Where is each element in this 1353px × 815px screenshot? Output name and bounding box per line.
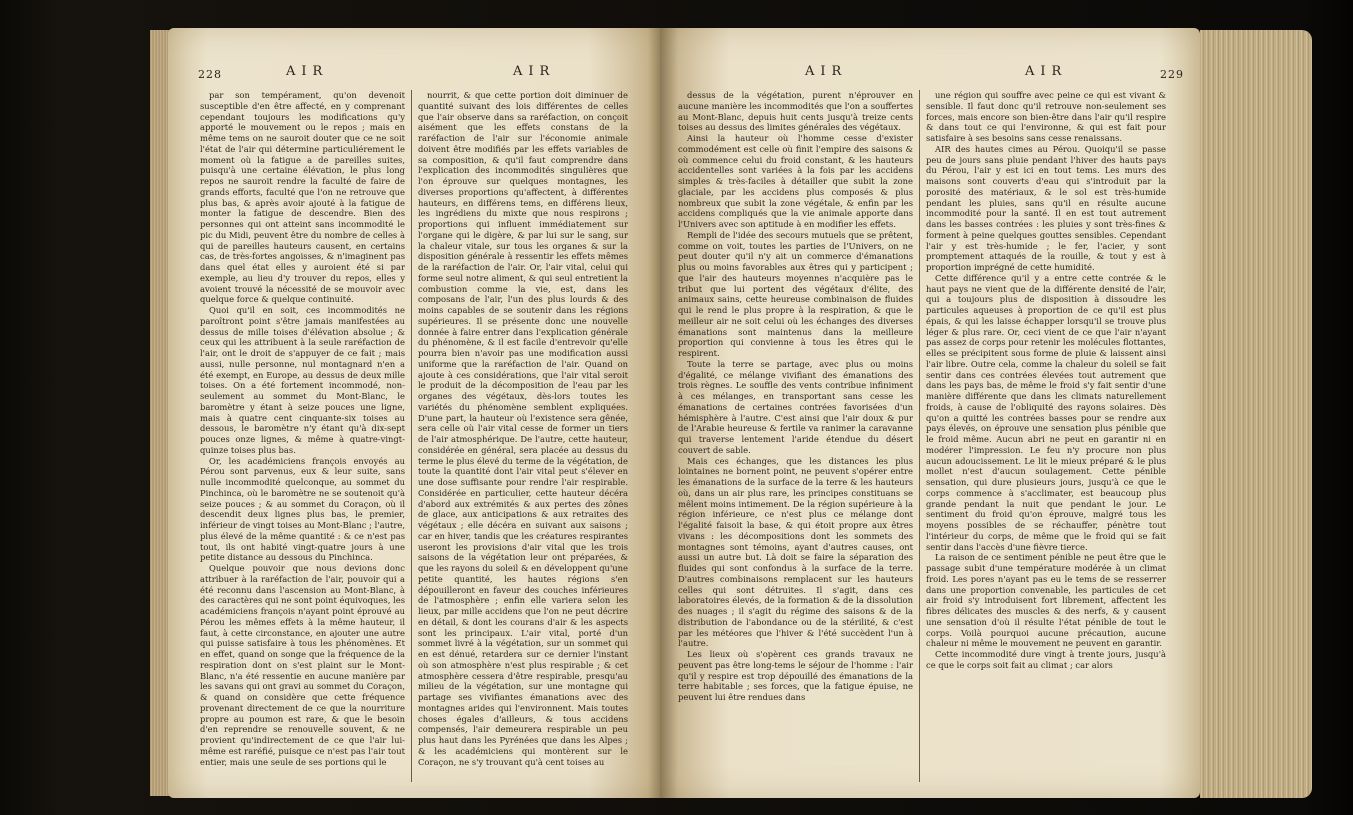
paragraph: Les lieux où s'opèrent ces grands travaux ne peuvent pas être long-tems le séjour de l'homme : l'air qu'il y respire est trop dépouillé des émanations de la terre habitable ; ses forces, que la fatigue épuise, ne peuvent lui être rendues dans xyxy=(678,649,913,702)
paragraph: Or, les académiciens françois envoyés au Pérou sont parvenus, eux & leur suite, sans nulle incommodité quelconque, au sommet du Pinchinca, où le baromètre ne se soutenoit qu'à seize pouces ; & au sommet du Coraçon, où il descendit deux lignes plus bas, le premier, inférieur de vingt toises au Mont-Blanc ; l'autre, plus élevé de la même quantité : & ce n'est pas tout, ils ont habité vingt-quatre jours à une petite distance au dessous du Pinchinca. xyxy=(200,455,405,563)
text-column-right xyxy=(926,90,1166,790)
paragraph: AIR des hautes cimes au Pérou. Quoiqu'il se passe peu de jours sans pluie pendant l'hiver des hauts pays du Pérou, l'air y est ici en tout tems. Les murs des maisons sont couverts d'eau qui s'introduit par la porosité des matériaux, & le sol est très-humide pendant les pluies, sans qu'il en résulte aucune incommodité pour la santé. Il en est tout autrement dans les basses contrées : les pluies y sont très-fines & forment à peine quelques gouttes sensibles. Cependant l'air y est très-humide ; le fer, l'acier, y sont promptement attaqués de la rouille, & tout y est à proportion imprégné de cette humidité. xyxy=(926,143,1166,272)
paragraph: Cette incommodité dure vingt à trente jours, jusqu'à ce que le corps soit fait au climat ; car alors xyxy=(926,649,1166,670)
paragraph: par son tempérament, qu'on devenoit susceptible d'en être affecté, en y comprenant cependant toujours les modifications qu'y apporté le mouvement ou le repos ; mais en même tems on ne sauroit douter que ce ne soit l'état de l'air qui détermine particuliérement le moment où la fatigue a de pareilles suites, puisqu'à une certaine élévation, le plus long repos ne sauroit rendre la faculté de faire de grands efforts, faculté que l'on ne retrouve que plus bas, & après avoir ajouté à la fatigue de monter la fatigue de descendre. Bien des personnes qui ont atteint sans incommodité le pic du Midi, peuvent être du nombre de celles à qui de pareilles hauteurs causent, en certains cas, de très-fortes angoisses, & n'imaginent pas dans quel état elles y auroient été si par exemple, au lieu d'y trouver du repos, elles y avoient trouvé la nécessité de se mouvoir avec quelque force & quelque continuité. xyxy=(200,90,405,305)
paragraph: nourrit, & que cette portion doit diminuer de quantité suivant des lois différentes de celles que l'air observe dans sa raréfaction, on conçoit aisément que les effets constans de la raréfaction de l'air sur l'économie animale doivent être modifiés par les effets variables de sa composition, & qu'il faut comprendre dans l'explication des incommodités singulières que l'on éprouve sur quelques montagnes, les diverses proportions qu'affectent, à différentes hauteurs, en différens tems, en différens lieux, les ingrédiens du mixte que nous respirons ; proportions qui influent immédiatement sur l'organe qui le digère, & par lui sur le sang, sur la chaleur vitale, sur tous les organes & sur la disposition générale à ressentir les effets mêmes de la raréfaction de l'air. Or, l'air vital, celui qui forme seul notre aliment, & qui seul entretient la combustion comme la vie, est, dans les composans de l'air, l'un des plus lourds & des moins capables de se soutenir dans les régions supérieures. Il se présente donc une nouvelle donnée à faire entrer dans l'explication générale du phénomène, & il est facile d'entrevoir qu'elle pourra bien n'avoir pas une modification aussi uniforme que la raréfaction de l'air. Quand on ajoute à ces considérations, que l'air vital seroit le produit de la décomposition de l'eau par les organes des végétaux, dès-lors toutes les variétés du phénomène semblent expliquées. D'une part, la hauteur où l'existence sera gênée, sera celle où l'air vital cesse de former un tiers de l'air atmosphérique. De l'autre, cette hauteur, considérée en général, sera placée au dessus du terme le plus élevé du terme de la végétation, de toute la quantité dont l'air vital peut s'élever en une dose suffisante pour rendre l'air respirable. Considérée en particulier, cette hauteur décéra d'abord aux extrémités & aux pertes des zônes de glace, aux anticipations & aux retraites des végétaux ; elle décéra en suivant aux saisons ; car en hiver, tandis que les créatures respirantes useront les provisions d'air vital que les trois saisons de la végétation leur ont préparées, & que les rayons du soleil & en développent qu'une petite quantité, les hautes régions s'en dépouilleront en faveur des couches inférieures de l'atmosphère ; enfin elle variera selon les lieux, par mille accidens que l'on ne peut décrire en détail, & dont les courans d'air & les aspects sont les principaux. L'air vital, porté d'un sommet livré à la végétation, sur un sommet qui en est dénué, retardera sur ce dernier l'instant où son atmosphère n'est plus respirable ; & cet atmosphère cessera d'être respirable, presqu'au milieu de la végétation, sur une montagne qui partage ses vivifiantes émanations avec des montagnes arides qui l'environnent. Mais toutes choses égales d'ailleurs, & tous accidens compensés, l'air demeurera respirable un peu plus haut dans les Pyrénées que dans les Alpes ; & les académiciens qui montèrent sur le Coraçon, ne s'y trouvant qu'à cent toises au xyxy=(418,90,628,767)
left-page-edges xyxy=(150,30,170,796)
paragraph: Toute la terre se partage, avec plus ou moins d'égalité, ce mélange vivifiant des émanations des trois règnes. Le souffle des vents contribue infiniment à ces mélanges, en transportant sans cesse les émanations de certaines contrées favorisées d'un hémisphère à l'autre. C'est ainsi que l'air doux & pur de l'Arabie heureuse & fertile va ranimer la caravanne qui traverse lentement l'aride étendue du désert couvert de sable. xyxy=(678,358,913,455)
column-divider xyxy=(411,90,412,782)
text-column-right xyxy=(418,90,628,790)
right-page xyxy=(660,28,1200,798)
page-number: 229 xyxy=(1160,68,1184,81)
page-number: 228 xyxy=(198,68,222,81)
text-column-left xyxy=(200,90,405,790)
paragraph: Mais ces échanges, que les distances les plus lointaines ne bornent point, ne peuvent s'opérer entre les émanations de la surface de la terre & les hauteurs où, dans un air plus rare, les principes constituans se mêlent moins intimement. De la région supérieure à la région inférieure, ce n'est plus ce mélange dont l'égalité faisoit la base, & qui étoit propre aux êtres vivans : les décompositions dont les sommets des montagnes sont témoins, ayant d'autres causes, ont aussi un autre but. Là doit se faire la séparation des fluides qui sont confondus à la surface de la terre. D'autres combinaisons remplacent sur les hauteurs celles qui sont détruites. Il s'agit, dans ces laboratoires élevés, de la formation & de la dissolution des nuages ; il s'agit du régime des saisons & de la distribution de l'abondance ou de la stérilité, & c'est par les météores que l'hiver & l'été succèdent l'un à l'autre. xyxy=(678,455,913,649)
paragraph: une région qui souffre avec peine ce qui est vivant & sensible. Il faut donc qu'il retrouve non-seulement ses forces, mais encore son bien-être dans l'air qu'il respire & dans tout ce qui l'environne, & qui est fait pour satisfaire à ses besoins sans cesse renaissans. xyxy=(926,90,1166,143)
paragraph: Rempli de l'idée des secours mutuels que se prêtent, comme on voit, toutes les parties de l'Univers, on ne peut douter qu'il n'y ait un commerce d'émanations plus ou moins favorables aux êtres qui y participent ; que l'air des hauteurs moyennes n'acquière pas le tribut que lui portent des végétaux d'élite, des animaux sains, cette heureuse combinaison de fluides qui le rend le plus propre à la respiration, & que le meilleur air ne soit celui où les échanges des diverses émanations sont maintenus dans la meilleure proportion qui convienne à tous les êtres qui le respirent. xyxy=(678,229,913,358)
left-page xyxy=(168,28,660,798)
running-head: AIR xyxy=(805,64,848,79)
paragraph: Cette différence qu'il y a entre cette contrée & le haut pays ne vient que de la différente densité de l'air, qui a toujours plus de disposition à dissoudre les particules aqueuses à proportion de ce qu'il est plus épais, & qui les laisse échapper lorsqu'il se trouve plus léger & plus rare. Or, ceci vient de ce que l'air n'ayant pas assez de corps pour retenir les molécules flottantes, elles se précipitent sous forme de pluie & laissent ainsi l'air libre. Outre cela, comme la chaleur du soleil se fait sentir dans ces contrées élevées tout autrement que dans les pays bas, de même le froid s'y fait sentir d'une manière différente que dans les climats naturellement froids, à cause de l'obliquité des rayons solaires. Dès qu'on a quitté les contrées basses pour se rendre aux pays élevés, on éprouve une sensation plus pénible que le froid même. Aucun abri ne peut en garantir ni en modérer l'impression. Le feu n'y procure non plus aucun adoucissement. Le lit le mieux préparé & le plus mollet n'est d'aucun soulagement. Cette pénible sensation, qui dure plusieurs jours, jusqu'à ce que le corps commence à s'acclimater, est beaucoup plus grande pendant la nuit que pendant le jour. Le sentiment du froid qu'on éprouve, malgré tous les moyens possibles de se réchauffer, pénètre tout l'intérieur du corps, de même que le froid qui se fait sentir dans l'accès d'une fièvre tierce. xyxy=(926,272,1166,552)
column-divider xyxy=(919,90,920,782)
running-head: AIR xyxy=(513,64,556,79)
right-page-edges xyxy=(1200,30,1312,798)
running-head: AIR xyxy=(1025,64,1068,79)
paragraph: Quelque pouvoir que nous devions donc attribuer à la raréfaction de l'air, pouvoir qui a été reconnu dans l'ascension au Mont-Blanc, à des caractères qui ne sont point équivoques, les académiciens françois n'ayant point éprouvé au Pérou les mêmes effets à la même hauteur, il faut, à cette circonstance, en ajouter une autre qui puisse satisfaire à tous les phénomènes. Et en effet, quand on songe que la fréquence de la respiration dont on s'est plaint sur le Mont-Blanc, n'a été ressentie en aucune manière par les savans qui ont gravi au sommet du Coraçon, & quand on considère que cette fréquence provenant directement de ce que la nourriture propre au poumon est rare, & que le besoin d'en reprendre se renouvelle souvent, & ne provient qu'indirectement de ce que l'air lui-même est raréfié, puisque ce n'est pas l'air tout entier, mais une seule de ses portions qui le xyxy=(200,563,405,767)
paragraph: Quoi qu'il en soit, ces incommodités ne paroîtront point s'être jamais manifestées au dessus de mille toises d'élévation absolue ; & ceux qui les attribuent à la seule raréfaction de l'air, ont le droit de s'appuyer de ce fait ; mais aussi, nulle personne, nul montagnard n'en a été exempt, en Europe, au dessus de deux mille toises. On a été fortement incommodé, non-seulement au sommet du Mont-Blanc, le baromètre y étant à seize pouces une ligne, mais à quatre cent cinquante-six toises au dessous, le baromètre n'y étant qu'à dix-sept pouces onze lignes, & même à quatre-vingt-quinze toises plus bas. xyxy=(200,305,405,455)
paragraph: La raison de ce sentiment pénible ne peut être que le passage subit d'une température modérée à un climat froid. Les pores n'ayant pas eu le tems de se resserrer dans une proportion convenable, les particules de cet air froid s'y introduisent fort librement, affectent les fibres délicates des muscles & des nerfs, & y causent une sensation d'où il résulte l'état pénible de tout le corps. Voilà pourquoi aucune précaution, aucune chaleur ni même le mouvement ne peuvent en garantir. xyxy=(926,552,1166,649)
paragraph: Ainsi la hauteur où l'homme cesse d'exister commodément est celle où finit l'empire des saisons & où commence celui du froid constant, & les hauteurs accidentelles sont variées à la fois par les accidens simples & très-faciles à détailler que subit la zone glaciale, par les accidens plus composés & plus nombreux que subit la zone végétale, & enfin par les accidens compliqués que la vie animale apporte dans l'Univers avec son aptitude à en modifier les effets. xyxy=(678,133,913,229)
text-column-left xyxy=(678,90,913,790)
running-head: AIR xyxy=(286,64,329,79)
paragraph: dessus de la végétation, purent n'éprouver en aucune manière les incommodités que l'on a souffertes au Mont-Blanc, depuis huit cents jusqu'à treize cents toises au dessus des limites générales des végétaux. xyxy=(678,90,913,133)
